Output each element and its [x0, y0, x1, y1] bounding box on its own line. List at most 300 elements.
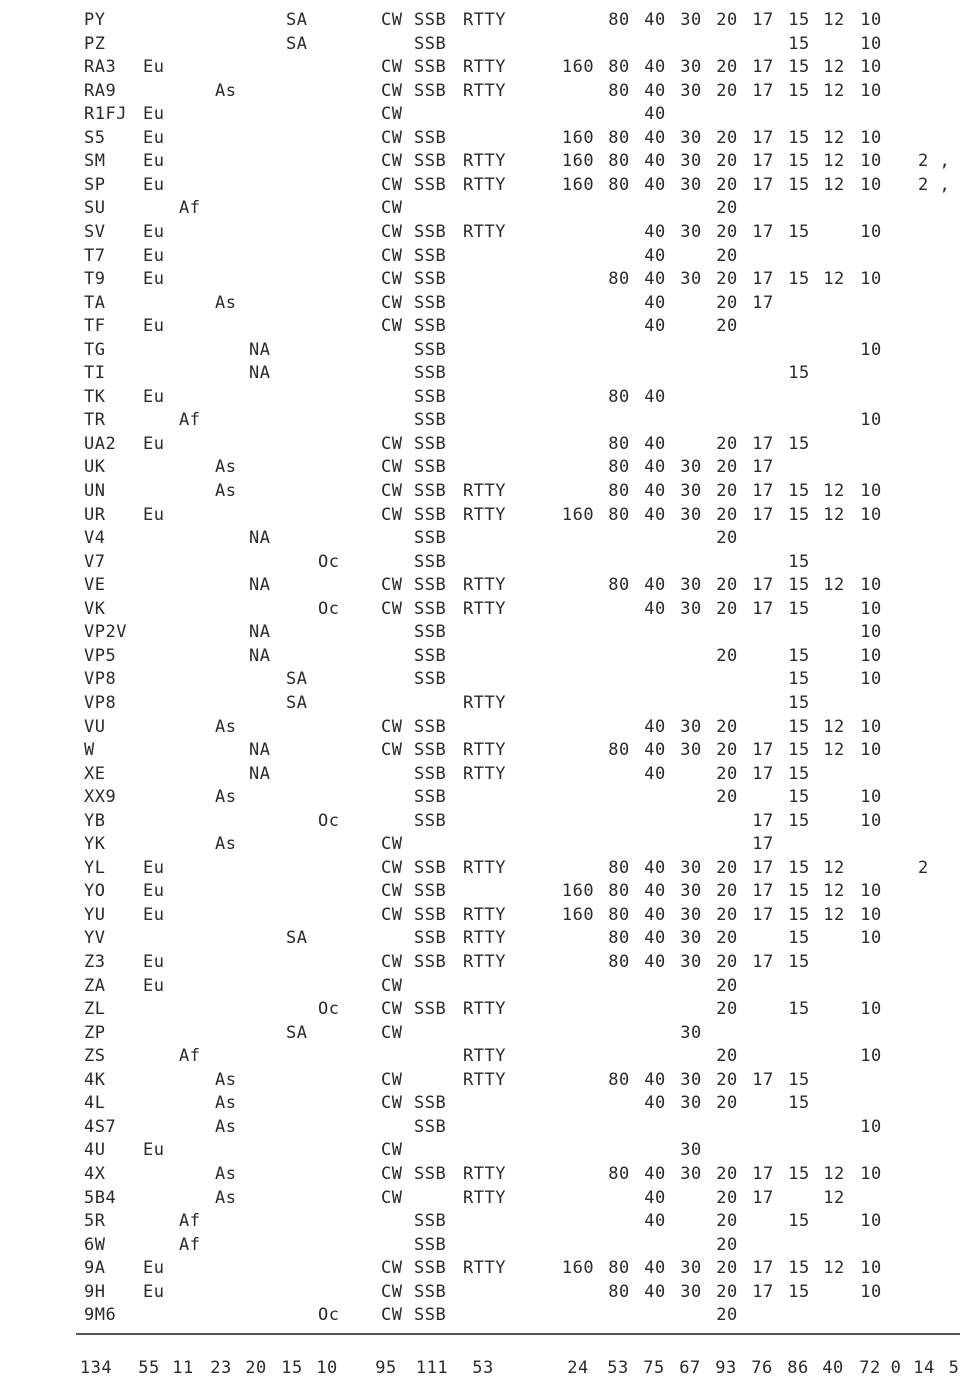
cell-band-30: 30: [680, 905, 702, 925]
cell-mode-rtty: RTTY: [463, 740, 506, 760]
cell-band-10: 10: [860, 175, 882, 195]
cell-mode-ssb: SSB: [414, 505, 447, 525]
cell-band-20: 20: [716, 999, 738, 1019]
cell-band-30: 30: [680, 599, 702, 619]
cell-mode-cw: CW: [381, 1164, 403, 1184]
cell-band-80: 80: [608, 387, 630, 407]
cell-mode-cw: CW: [381, 1023, 403, 1043]
cell-continent-sa: SA: [286, 10, 308, 30]
cell-band-15: 15: [788, 151, 810, 171]
cell-prefix: PZ: [84, 34, 106, 54]
total-80: 53: [607, 1358, 629, 1378]
cell-continent-as: As: [215, 1070, 237, 1090]
cell-band-15: 15: [788, 1211, 810, 1231]
cell-prefix: TK: [84, 387, 106, 407]
cell-continent-eu: Eu: [143, 1258, 165, 1278]
cell-band-15: 15: [788, 222, 810, 242]
cell-band-160: 160: [561, 505, 595, 525]
cell-prefix: PY: [84, 10, 106, 30]
cell-band-10: 10: [860, 599, 882, 619]
cell-prefix: TI: [84, 363, 106, 383]
cell-band-15: 15: [788, 717, 810, 737]
cell-mode-ssb: SSB: [414, 1164, 447, 1184]
cell-band-15: 15: [788, 787, 810, 807]
cell-prefix: VE: [84, 575, 106, 595]
cell-band-15: 15: [788, 10, 810, 30]
cell-band-30: 30: [680, 740, 702, 760]
cell-mode-rtty: RTTY: [463, 81, 506, 101]
cell-continent-na: NA: [249, 764, 271, 784]
cell-continent-as: As: [215, 1188, 237, 1208]
cell-band-20: 20: [716, 1258, 738, 1278]
cell-band-30: 30: [680, 151, 702, 171]
cell-band-80: 80: [608, 434, 630, 454]
cell-band-40: 40: [644, 481, 666, 501]
cell-band-80: 80: [608, 1258, 630, 1278]
cell-band-12: 12: [823, 175, 845, 195]
cell-band-10: 10: [860, 1211, 882, 1231]
cell-prefix: TG: [84, 340, 106, 360]
cell-mode-ssb: SSB: [414, 1305, 447, 1325]
cell-mode-cw: CW: [381, 599, 403, 619]
cell-band-40: 40: [644, 222, 666, 242]
cell-mode-cw: CW: [381, 269, 403, 289]
cell-mode-rtty: RTTY: [463, 952, 506, 972]
cell-continent-na: NA: [249, 528, 271, 548]
cell-band-40: 40: [644, 717, 666, 737]
cell-band-40: 40: [644, 599, 666, 619]
cell-prefix: SM: [84, 151, 106, 171]
cell-mode-ssb: SSB: [414, 340, 447, 360]
cell-prefix: T9: [84, 269, 106, 289]
cell-prefix: UN: [84, 481, 106, 501]
cell-continent-sa: SA: [286, 669, 308, 689]
cell-prefix: TR: [84, 410, 106, 430]
cell-prefix: UK: [84, 457, 106, 477]
cell-mode-ssb: SSB: [414, 952, 447, 972]
cell-band-80: 80: [608, 858, 630, 878]
cell-mode-ssb: SSB: [414, 57, 447, 77]
cell-band-15: 15: [788, 928, 810, 948]
cell-band-20: 20: [716, 1164, 738, 1184]
cell-band-15: 15: [788, 905, 810, 925]
cell-mode-cw: CW: [381, 175, 403, 195]
cell-mode-ssb: SSB: [414, 575, 447, 595]
cell-band-80: 80: [608, 1164, 630, 1184]
total-20: 93: [715, 1358, 737, 1378]
cell-continent-sa: SA: [286, 34, 308, 54]
cell-band-30: 30: [680, 881, 702, 901]
cell-mode-ssb: SSB: [414, 905, 447, 925]
cell-band-17: 17: [752, 293, 774, 313]
cell-band-40: 40: [644, 316, 666, 336]
cell-mode-cw: CW: [381, 457, 403, 477]
cell-mode-cw: CW: [381, 905, 403, 925]
cell-mode-rtty: RTTY: [463, 175, 506, 195]
cell-mode-ssb: SSB: [414, 811, 447, 831]
cell-prefix: S5: [84, 128, 106, 148]
cell-band-10: 10: [860, 646, 882, 666]
cell-mode-ssb: SSB: [414, 552, 447, 572]
cell-mode-rtty: RTTY: [463, 1188, 506, 1208]
cell-band-15: 15: [788, 552, 810, 572]
total-as: 23: [210, 1358, 232, 1378]
cell-band-15: 15: [788, 952, 810, 972]
cell-band-40: 40: [644, 151, 666, 171]
cell-band-15: 15: [788, 999, 810, 1019]
cell-band-80: 80: [608, 575, 630, 595]
cell-band-20: 20: [716, 764, 738, 784]
cell-band-40: 40: [644, 10, 666, 30]
cell-band-80: 80: [608, 269, 630, 289]
cell-prefix: V4: [84, 528, 106, 548]
cell-mode-ssb: SSB: [414, 434, 447, 454]
cell-band-30: 30: [680, 1070, 702, 1090]
cell-prefix: ZS: [84, 1046, 106, 1066]
cell-band-80: 80: [608, 57, 630, 77]
cell-mode-ssb: SSB: [414, 363, 447, 383]
cell-prefix: SP: [84, 175, 106, 195]
cell-band-40: 40: [644, 1093, 666, 1113]
cell-prefix: SV: [84, 222, 106, 242]
cell-mode-cw: CW: [381, 293, 403, 313]
cell-band-17: 17: [752, 81, 774, 101]
cell-continent-as: As: [215, 787, 237, 807]
cell-extra-note: 2 ,: [918, 175, 951, 195]
cell-mode-rtty: RTTY: [463, 905, 506, 925]
cell-continent-eu: Eu: [143, 1282, 165, 1302]
cell-mode-ssb: SSB: [414, 387, 447, 407]
total-extra-1: 0: [890, 1358, 902, 1378]
cell-band-40: 40: [644, 81, 666, 101]
cell-band-17: 17: [752, 811, 774, 831]
cell-band-15: 15: [788, 1070, 810, 1090]
cell-band-40: 40: [644, 387, 666, 407]
cell-band-10: 10: [860, 481, 882, 501]
cell-mode-cw: CW: [381, 834, 403, 854]
cell-band-15: 15: [788, 858, 810, 878]
total-extra-3: 5: [948, 1358, 960, 1378]
cell-band-10: 10: [860, 717, 882, 737]
cell-mode-ssb: SSB: [414, 1117, 447, 1137]
cell-continent-eu: Eu: [143, 505, 165, 525]
cell-band-17: 17: [752, 952, 774, 972]
cell-prefix: ZA: [84, 976, 106, 996]
cell-continent-oc: Oc: [318, 811, 340, 831]
cell-band-20: 20: [716, 881, 738, 901]
cell-band-10: 10: [860, 1258, 882, 1278]
cell-band-80: 80: [608, 481, 630, 501]
cell-band-20: 20: [716, 457, 738, 477]
cell-continent-eu: Eu: [143, 316, 165, 336]
cell-band-30: 30: [680, 1258, 702, 1278]
cell-prefix: 4S7: [84, 1117, 117, 1137]
cell-mode-ssb: SSB: [414, 1282, 447, 1302]
cell-band-10: 10: [860, 1164, 882, 1184]
cell-band-40: 40: [644, 1211, 666, 1231]
cell-mode-ssb: SSB: [414, 646, 447, 666]
cell-prefix: YU: [84, 905, 106, 925]
cell-band-30: 30: [680, 222, 702, 242]
cell-mode-cw: CW: [381, 434, 403, 454]
cell-continent-af: Af: [179, 1046, 201, 1066]
cell-mode-ssb: SSB: [414, 1235, 447, 1255]
cell-continent-na: NA: [249, 646, 271, 666]
cell-mode-rtty: RTTY: [463, 575, 506, 595]
cell-prefix: RA9: [84, 81, 117, 101]
cell-band-15: 15: [788, 481, 810, 501]
cell-band-15: 15: [788, 881, 810, 901]
cell-mode-ssb: SSB: [414, 1211, 447, 1231]
cell-prefix: 6W: [84, 1235, 106, 1255]
cell-mode-rtty: RTTY: [463, 57, 506, 77]
cell-band-17: 17: [752, 505, 774, 525]
cell-mode-cw: CW: [381, 1093, 403, 1113]
cell-band-15: 15: [788, 57, 810, 77]
cell-band-10: 10: [860, 881, 882, 901]
cell-prefix: VP2V: [84, 622, 127, 642]
cell-band-30: 30: [680, 575, 702, 595]
cell-continent-as: As: [215, 81, 237, 101]
cell-prefix: ZP: [84, 1023, 106, 1043]
cell-mode-cw: CW: [381, 128, 403, 148]
cell-band-30: 30: [680, 1140, 702, 1160]
cell-continent-eu: Eu: [143, 57, 165, 77]
cell-mode-cw: CW: [381, 481, 403, 501]
cell-band-12: 12: [823, 1258, 845, 1278]
cell-band-20: 20: [716, 81, 738, 101]
cell-band-15: 15: [788, 1258, 810, 1278]
cell-band-20: 20: [716, 1282, 738, 1302]
cell-band-15: 15: [788, 81, 810, 101]
cell-band-20: 20: [716, 269, 738, 289]
cell-continent-eu: Eu: [143, 952, 165, 972]
cell-band-10: 10: [860, 811, 882, 831]
cell-mode-rtty: RTTY: [463, 599, 506, 619]
cell-band-15: 15: [788, 505, 810, 525]
cell-band-12: 12: [823, 740, 845, 760]
cell-band-17: 17: [752, 599, 774, 619]
cell-mode-cw: CW: [381, 81, 403, 101]
cell-continent-na: NA: [249, 340, 271, 360]
cell-continent-as: As: [215, 1164, 237, 1184]
total-rtty: 53: [472, 1358, 494, 1378]
cell-mode-cw: CW: [381, 575, 403, 595]
cell-band-10: 10: [860, 1117, 882, 1137]
cell-band-160: 160: [561, 151, 595, 171]
cell-band-15: 15: [788, 740, 810, 760]
cell-prefix: YB: [84, 811, 106, 831]
total-40: 75: [643, 1358, 665, 1378]
cell-band-40: 40: [644, 128, 666, 148]
cell-prefix: R1FJ: [84, 104, 127, 124]
cell-mode-ssb: SSB: [414, 316, 447, 336]
cell-band-12: 12: [823, 81, 845, 101]
totals-divider: [76, 1333, 960, 1335]
cell-prefix: UA2: [84, 434, 117, 454]
cell-band-10: 10: [860, 340, 882, 360]
cell-mode-ssb: SSB: [414, 599, 447, 619]
cell-band-12: 12: [823, 1188, 845, 1208]
cell-prefix: ZL: [84, 999, 106, 1019]
cell-band-40: 40: [644, 1188, 666, 1208]
cell-band-30: 30: [680, 505, 702, 525]
cell-band-80: 80: [608, 81, 630, 101]
total-count: 134: [79, 1358, 113, 1378]
cell-band-12: 12: [823, 128, 845, 148]
total-30: 67: [679, 1358, 701, 1378]
cell-band-20: 20: [716, 151, 738, 171]
cell-band-80: 80: [608, 928, 630, 948]
cell-prefix: YV: [84, 928, 106, 948]
cell-continent-as: As: [215, 1093, 237, 1113]
cell-prefix: VP8: [84, 693, 117, 713]
cell-mode-cw: CW: [381, 1282, 403, 1302]
cell-band-20: 20: [716, 316, 738, 336]
cell-prefix: VK: [84, 599, 106, 619]
cell-continent-eu: Eu: [143, 905, 165, 925]
cell-band-30: 30: [680, 717, 702, 737]
cell-band-40: 40: [644, 1282, 666, 1302]
cell-band-10: 10: [860, 410, 882, 430]
cell-band-20: 20: [716, 1093, 738, 1113]
cell-extra-note: 2 ,: [918, 151, 951, 171]
cell-mode-cw: CW: [381, 1140, 403, 1160]
cell-mode-cw: CW: [381, 881, 403, 901]
cell-mode-ssb: SSB: [414, 669, 447, 689]
cell-continent-as: As: [215, 457, 237, 477]
cell-band-160: 160: [561, 881, 595, 901]
cell-mode-cw: CW: [381, 952, 403, 972]
cell-band-10: 10: [860, 1046, 882, 1066]
cell-continent-na: NA: [249, 363, 271, 383]
cell-mode-cw: CW: [381, 10, 403, 30]
cell-prefix: UR: [84, 505, 106, 525]
cell-band-40: 40: [644, 104, 666, 124]
cell-mode-cw: CW: [381, 57, 403, 77]
cell-continent-eu: Eu: [143, 104, 165, 124]
cell-band-17: 17: [752, 57, 774, 77]
cell-mode-ssb: SSB: [414, 1258, 447, 1278]
cell-band-12: 12: [823, 717, 845, 737]
cell-band-80: 80: [608, 952, 630, 972]
cell-band-160: 160: [561, 128, 595, 148]
cell-band-40: 40: [644, 505, 666, 525]
cell-band-40: 40: [644, 246, 666, 266]
cell-band-20: 20: [716, 717, 738, 737]
cell-band-15: 15: [788, 693, 810, 713]
cell-band-20: 20: [716, 222, 738, 242]
cell-mode-cw: CW: [381, 1188, 403, 1208]
cell-mode-ssb: SSB: [414, 175, 447, 195]
cell-prefix: 4K: [84, 1070, 106, 1090]
cell-band-17: 17: [752, 905, 774, 925]
cell-band-30: 30: [680, 57, 702, 77]
cell-band-17: 17: [752, 1164, 774, 1184]
cell-band-30: 30: [680, 128, 702, 148]
total-cw: 95: [375, 1358, 397, 1378]
cell-band-80: 80: [608, 457, 630, 477]
cell-mode-rtty: RTTY: [463, 222, 506, 242]
cell-band-80: 80: [608, 1070, 630, 1090]
cell-band-20: 20: [716, 1070, 738, 1090]
cell-band-15: 15: [788, 575, 810, 595]
cell-band-17: 17: [752, 1070, 774, 1090]
cell-band-20: 20: [716, 858, 738, 878]
cell-prefix: T7: [84, 246, 106, 266]
cell-prefix: 4X: [84, 1164, 106, 1184]
cell-band-30: 30: [680, 1093, 702, 1113]
cell-band-10: 10: [860, 10, 882, 30]
cell-continent-as: As: [215, 834, 237, 854]
cell-band-15: 15: [788, 1282, 810, 1302]
cell-band-20: 20: [716, 952, 738, 972]
cell-band-17: 17: [752, 740, 774, 760]
cell-band-17: 17: [752, 457, 774, 477]
cell-band-30: 30: [680, 1023, 702, 1043]
cell-continent-eu: Eu: [143, 222, 165, 242]
cell-band-10: 10: [860, 999, 882, 1019]
cell-mode-cw: CW: [381, 316, 403, 336]
cell-mode-cw: CW: [381, 1305, 403, 1325]
cell-band-10: 10: [860, 787, 882, 807]
cell-continent-as: As: [215, 1117, 237, 1137]
cell-continent-eu: Eu: [143, 976, 165, 996]
total-15: 86: [787, 1358, 809, 1378]
cell-band-30: 30: [680, 269, 702, 289]
cell-mode-ssb: SSB: [414, 1093, 447, 1113]
cell-prefix: 9M6: [84, 1305, 117, 1325]
cell-band-30: 30: [680, 457, 702, 477]
cell-mode-cw: CW: [381, 104, 403, 124]
cell-band-12: 12: [823, 858, 845, 878]
cell-continent-eu: Eu: [143, 387, 165, 407]
cell-band-10: 10: [860, 622, 882, 642]
cell-band-10: 10: [860, 57, 882, 77]
cell-band-40: 40: [644, 457, 666, 477]
cell-band-30: 30: [680, 1164, 702, 1184]
cell-band-15: 15: [788, 1093, 810, 1113]
cell-continent-oc: Oc: [318, 552, 340, 572]
cell-band-80: 80: [608, 175, 630, 195]
cell-band-20: 20: [716, 928, 738, 948]
cell-band-40: 40: [644, 434, 666, 454]
cell-band-20: 20: [716, 599, 738, 619]
cell-continent-af: Af: [179, 1235, 201, 1255]
cell-band-12: 12: [823, 57, 845, 77]
cell-band-10: 10: [860, 669, 882, 689]
cell-mode-ssb: SSB: [414, 881, 447, 901]
cell-continent-af: Af: [179, 198, 201, 218]
cell-band-12: 12: [823, 481, 845, 501]
cell-mode-rtty: RTTY: [463, 1258, 506, 1278]
cell-continent-af: Af: [179, 410, 201, 430]
total-extra-2: 14: [913, 1358, 935, 1378]
cell-band-20: 20: [716, 57, 738, 77]
cell-band-17: 17: [752, 575, 774, 595]
cell-band-17: 17: [752, 434, 774, 454]
total-af: 11: [172, 1358, 194, 1378]
cell-continent-na: NA: [249, 575, 271, 595]
cell-band-40: 40: [644, 928, 666, 948]
total-oc: 10: [316, 1358, 338, 1378]
cell-band-20: 20: [716, 575, 738, 595]
cell-continent-as: As: [215, 481, 237, 501]
cell-continent-eu: Eu: [143, 434, 165, 454]
cell-band-15: 15: [788, 34, 810, 54]
cell-prefix: XX9: [84, 787, 117, 807]
cell-band-40: 40: [644, 764, 666, 784]
